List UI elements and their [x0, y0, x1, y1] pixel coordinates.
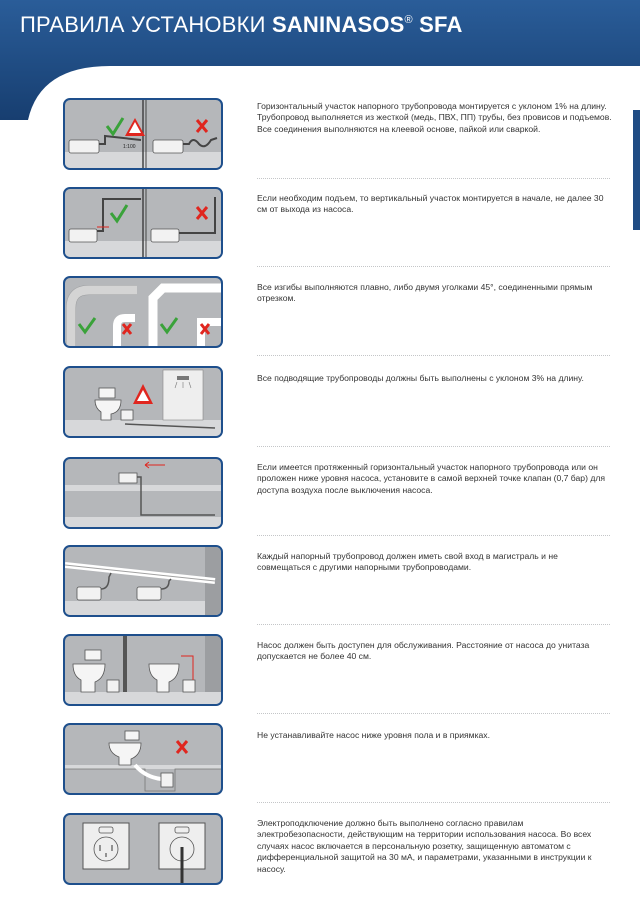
- slope-label: 1:100: [123, 144, 136, 150]
- rule-text-5: Если имеется протяженный горизонтальный участок напорного трубопровода или он проложен ниже уровня насоса, установите в самой верхней точке клапан (0,7 бар) для доступа воздуха после выключения насоса.: [257, 462, 606, 495]
- illustration-pump-access: [63, 634, 223, 706]
- pump-icon: [183, 680, 195, 692]
- cross-icon: [177, 741, 187, 753]
- rule-text-9: Электроподключение должно быть выполнено согласно правилам электробезопасности, действующим на территории использования насоса. Во всех случаях насос включается в персональную розетку, защищенную автоматом с дифференциальной защитой на 30 мА, и параметрами, указанными в инструкции к насосу.: [257, 818, 592, 874]
- toilet-icon: [109, 731, 141, 765]
- pump-icon: [119, 473, 137, 483]
- illustration-separate-lines: [63, 545, 223, 617]
- registered-mark: ®: [404, 14, 413, 26]
- rule-text-7: Насос должен быть доступен для обслуживания. Расстояние от насоса до унитаза допускается не более 40 см.: [257, 640, 590, 662]
- pump-icon: [153, 140, 183, 153]
- pump-icon: [121, 410, 133, 420]
- model-name: SFA: [419, 12, 463, 37]
- illustration-pipe-slope: [63, 98, 223, 170]
- check-icon: [79, 318, 95, 332]
- toilet-icon: [149, 664, 179, 692]
- divider: [257, 535, 610, 536]
- socket-icon: [83, 823, 129, 869]
- pump-icon: [77, 587, 101, 600]
- pump-icon: [107, 680, 119, 692]
- illustration-air-valve: [63, 457, 223, 529]
- title-prefix: ПРАВИЛА УСТАНОВКИ: [20, 12, 266, 37]
- divider: [257, 446, 610, 447]
- check-icon: [161, 318, 177, 332]
- pump-icon: [137, 587, 161, 600]
- divider: [257, 713, 610, 714]
- socket-icon: [159, 823, 205, 883]
- brand-name: SANINASOS: [271, 12, 405, 37]
- right-edge-bar: [633, 110, 640, 230]
- cross-icon: [197, 207, 207, 219]
- pump-icon: [151, 229, 179, 242]
- divider: [257, 178, 610, 179]
- pump-icon: [161, 773, 173, 787]
- illustration-electrical: [63, 813, 223, 885]
- toilet-icon: [73, 650, 105, 692]
- rule-text-8: Не устанавливайте насос ниже уровня пола и в приямках.: [257, 730, 490, 740]
- illustration-vertical-rise: [63, 187, 223, 259]
- check-icon: [107, 118, 123, 134]
- divider: [257, 266, 610, 267]
- rule-text-6: Каждый напорный трубопровод должен иметь свой вход в магистраль и не совмещаться с другими напорными трубопроводами.: [257, 551, 558, 573]
- rule-text-3: Все изгибы выполняются плавно, либо двумя уголками 45°, соединенными прямым отрезком.: [257, 282, 593, 304]
- illustration-below-floor: [63, 723, 223, 795]
- rule-text-4: Все подводящие трубопроводы должны быть выполнены с уклоном 3% на длину.: [257, 373, 584, 383]
- illustration-inlet-slope: [63, 366, 223, 438]
- cross-icon: [123, 324, 131, 334]
- check-icon: [111, 205, 127, 221]
- divider: [257, 802, 610, 803]
- rule-text-1: Горизонтальный участок напорного трубопровода монтируется с уклоном 1% на длину. Трубопровод выполняется из жесткой (медь, ПВХ, ПП) трубы, без провисов и подъемов. Все соединения выполняются на клеевой основе, пайкой или сваркой.: [257, 101, 612, 134]
- illustration-pipe-bends: [63, 276, 223, 348]
- divider: [257, 624, 610, 625]
- toilet-icon: [95, 388, 121, 420]
- rule-text-2: Если необходим подъем, то вертикальный участок монтируется в начале, не далее 30 см от выхода из насоса.: [257, 193, 604, 215]
- divider: [257, 355, 610, 356]
- pump-icon: [69, 140, 99, 153]
- pump-icon: [69, 229, 97, 242]
- cross-icon: [197, 120, 207, 132]
